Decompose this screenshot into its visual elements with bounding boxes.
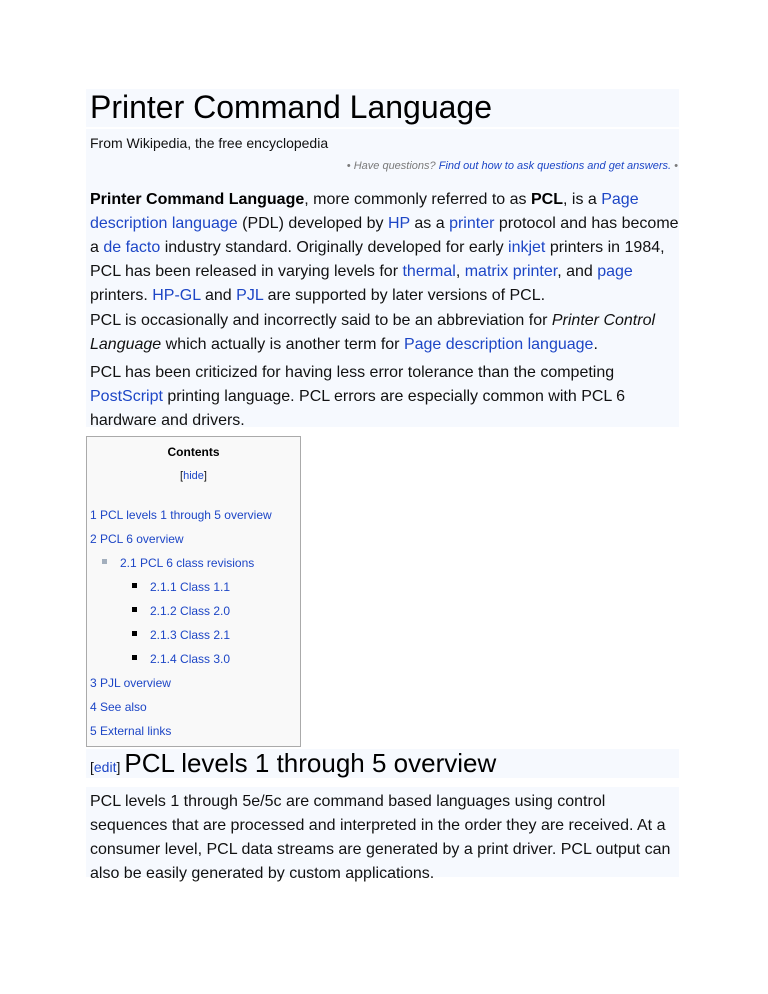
section-heading (90, 747, 496, 783)
text-text: are supported by later versions of PCL. (263, 287, 546, 304)
text-text: printers. (90, 287, 153, 304)
link-de-facto[interactable]: de facto (103, 239, 161, 256)
italic-text: Printer Control Language (90, 312, 656, 353)
section-body (86, 787, 679, 882)
title-band (86, 89, 679, 127)
toc-bullet-icon (102, 559, 107, 564)
questions-notice (347, 159, 678, 173)
toc-toggle (87, 469, 300, 483)
text-text: (PDL) developed by (237, 215, 388, 232)
link-page-description-language[interactable]: Page description language (90, 191, 639, 232)
link-hp-gl[interactable]: HP-GL (152, 287, 201, 304)
link-page-description-language-2[interactable]: Page description language (403, 336, 594, 353)
link-postscript[interactable]: PostScript (90, 388, 163, 405)
text-text: PCL is occasionally and incorrectly said to be an abbreviation for (90, 312, 552, 329)
notice-prefix: Have questions? (350, 160, 439, 172)
toc-bullet-icon (132, 607, 137, 612)
intro-paragraph-1 (90, 188, 680, 308)
site-tagline: From Wikipedia, the free encyclopedia (90, 135, 329, 151)
edit-link[interactable]: edit (93, 759, 117, 775)
text-text: printers in 1984, PCL has been released in varying levels for (90, 239, 665, 280)
toc-toggle-bracket-close: ] (203, 470, 207, 482)
toc-item-class-2-1[interactable]: 2.1.3 Class 2.1 (150, 628, 231, 642)
toc-toggle-bracket-open: [ (180, 470, 184, 482)
section-paragraph-1 (90, 790, 680, 886)
toc-item-class-3-0[interactable]: 2.1.4 Class 3.0 (150, 652, 231, 666)
text-text: PCL has been criticized for having less error tolerance than the competing (90, 364, 615, 381)
text-text: , and (557, 263, 598, 280)
toc-title: Contents (167, 445, 220, 459)
intro-paragraph-2 (90, 309, 680, 357)
toc-bullet-icon (132, 631, 137, 636)
section-edit (90, 759, 120, 775)
text-text: and (200, 287, 237, 304)
link-matrix-printer[interactable]: matrix printer (464, 263, 558, 280)
link-pjl[interactable]: PJL (236, 287, 264, 304)
section-heading-band (86, 749, 679, 778)
edit-bracket-close: ] (116, 759, 121, 775)
toc-hide-link[interactable]: hide (183, 470, 204, 482)
toc-item-class-2-0[interactable]: 2.1.2 Class 2.0 (150, 604, 231, 618)
bold-text: Printer Command Language (90, 191, 305, 208)
toc-item-class-1-1[interactable]: 2.1.1 Class 1.1 (150, 580, 231, 594)
toc-item-see-also[interactable]: 4 See also (90, 700, 147, 714)
text-text: printing language. PCL errors are especially common with PCL 6 hardware and drivers. (90, 388, 626, 429)
text-text: PCL levels 1 through 5e/5c are command based languages using control sequences that are processed and interpreted in the order they are received. At a consumer level, PCL data streams are generated by a print driver. PCL output can also be easily generated by custom applications. (90, 793, 671, 882)
table-of-contents (86, 436, 301, 747)
page-title: Printer Command Language (90, 89, 493, 125)
text-text: as a (409, 215, 450, 232)
toc-bullet-icon (132, 583, 137, 588)
text-text: which actually is another term for (161, 336, 404, 353)
ask-questions-link[interactable]: Find out how to ask questions and get answers. (438, 160, 672, 172)
toc-item-pcl6-class-revisions[interactable]: 2.1 PCL 6 class revisions (120, 556, 255, 570)
notice-bullet-left: • (346, 160, 351, 172)
intro-paragraph-3 (90, 361, 680, 433)
text-text: , (455, 263, 465, 280)
intro-section (86, 129, 679, 427)
text-text: , more commonly referred to as (304, 191, 531, 208)
text-text: protocol and has become a (90, 215, 679, 256)
toc-item-pjl-overview[interactable]: 3 PJL overview (90, 676, 171, 690)
toc-item-pcl6-overview[interactable]: 2 PCL 6 overview (90, 532, 184, 546)
link-thermal[interactable]: thermal (402, 263, 456, 280)
text-text: , is a (563, 191, 602, 208)
text-text: . (593, 336, 598, 353)
notice-bullet-right: • (671, 160, 678, 172)
edit-bracket-open: [ (90, 759, 94, 775)
bold-text: PCL (531, 191, 563, 208)
toc-bullet-icon (132, 655, 137, 660)
section-heading-text: PCL levels 1 through 5 overview (124, 748, 497, 778)
toc-item-pcl-levels-1-5[interactable]: 1 PCL levels 1 through 5 overview (90, 508, 272, 522)
text-text: industry standard. Originally developed for early (160, 239, 509, 256)
link-page[interactable]: page (597, 263, 633, 280)
toc-item-external-links[interactable]: 5 External links (90, 724, 172, 738)
link-inkjet[interactable]: inkjet (508, 239, 546, 256)
link-hp[interactable]: HP (387, 215, 410, 232)
link-printer[interactable]: printer (449, 215, 495, 232)
